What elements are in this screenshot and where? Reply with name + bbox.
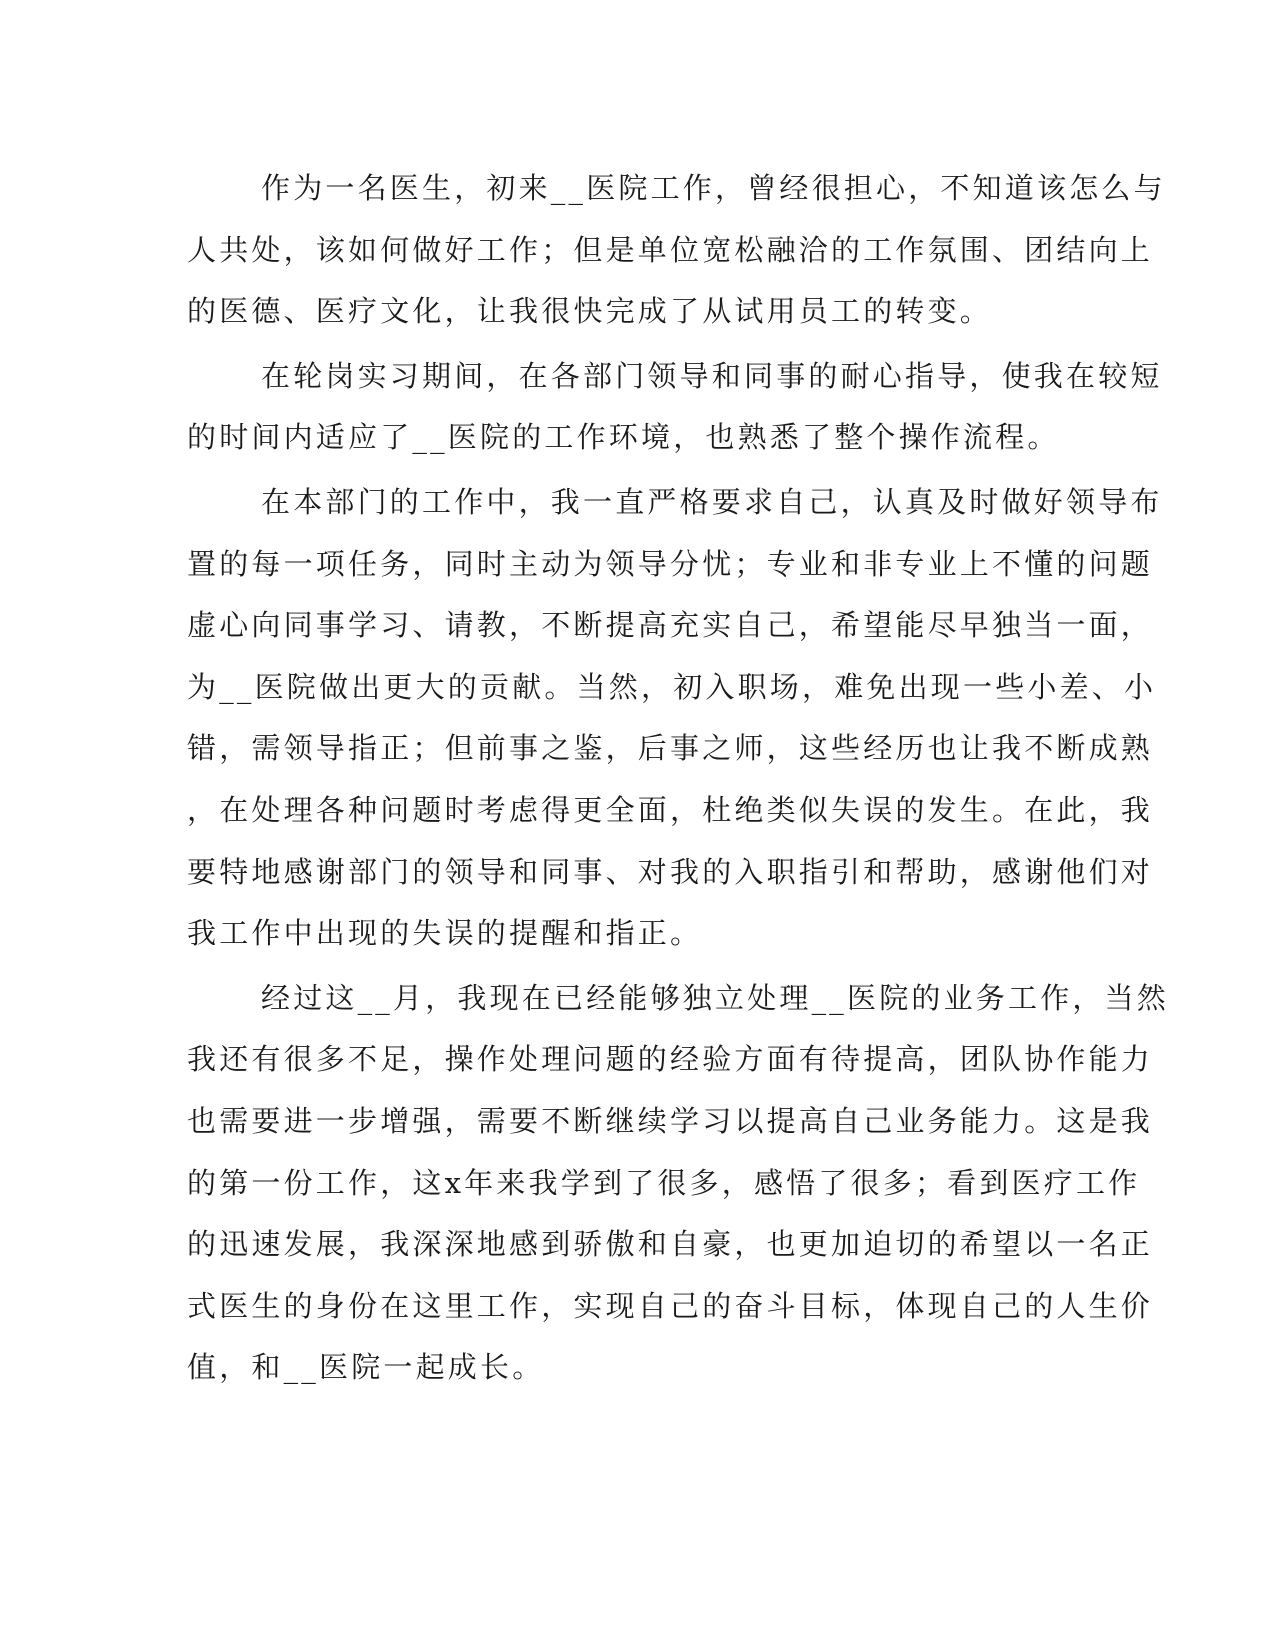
text-line: 式医生的身份在这里工作，实现自己的奋斗目标，体现自己的人生价 <box>187 1288 1154 1323</box>
text-line: 为__医院做出更大的贡献。当然，初入职场，难免出现一些小差、小 <box>187 669 1157 704</box>
paragraph-4 <box>187 968 1170 1399</box>
text-line: 经过这__月，我现在已经能够独立处理__医院的业务工作，当然 <box>261 980 1170 1015</box>
text-line: 的迅速发展，我深深地感到骄傲和自豪，也更加迫切的希望以一名正 <box>187 1227 1154 1262</box>
text-line: 错，需领导指正；但前事之鉴，后事之师，这些经历也让我不断成熟 <box>187 731 1154 766</box>
text-line: 也需要进一步增强，需要不断继续学习以提高自己业务能力。这是我 <box>187 1103 1154 1138</box>
text-line: ，在处理各种问题时考虑得更全面，杜绝类似失误的发生。在此，我 <box>187 792 1154 827</box>
text-line: 在轮岗实习期间，在各部门领导和同事的耐心指导，使我在较短 <box>261 358 1163 393</box>
text-line: 我还有很多不足，操作处理问题的经验方面有待提高，团队协作能力 <box>187 1042 1154 1077</box>
text-line: 的第一份工作，这x年来我学到了很多，感悟了很多；看到医疗工作 <box>187 1165 1141 1200</box>
document-body <box>187 158 1170 1402</box>
text-line: 虚心向同事学习、请教，不断提高充实自己，希望能尽早独当一面， <box>187 608 1154 643</box>
text-line: 的时间内适应了__医院的工作环境，也熟悉了整个操作流程。 <box>187 420 1060 455</box>
paragraph-1 <box>187 158 1166 343</box>
text-line: 值，和__医院一起成长。 <box>187 1350 545 1385</box>
text-line: 我工作中出现的失误的提醒和指正。 <box>187 916 703 951</box>
text-line: 要特地感谢部门的领导和同事、对我的入职指引和帮助，感谢他们对 <box>187 854 1154 889</box>
text-line: 作为一名医生，初来__医院工作，曾经很担心，不知道该怎么与 <box>261 171 1166 205</box>
text-line: 在本部门的工作中，我一直严格要求自己，认真及时做好领导布 <box>261 484 1163 519</box>
text-line: 的医德、医疗文化，让我很快完成了从试用员工的转变。 <box>187 294 993 329</box>
paragraph-3 <box>187 472 1163 965</box>
text-line: 人共处，该如何做好工作；但是单位宽松融洽的工作氛围、团结向上 <box>187 232 1154 267</box>
text-line: 置的每一项任务，同时主动为领导分忧；专业和非专业上不懂的问题 <box>187 546 1154 581</box>
paragraph-2 <box>187 346 1163 469</box>
